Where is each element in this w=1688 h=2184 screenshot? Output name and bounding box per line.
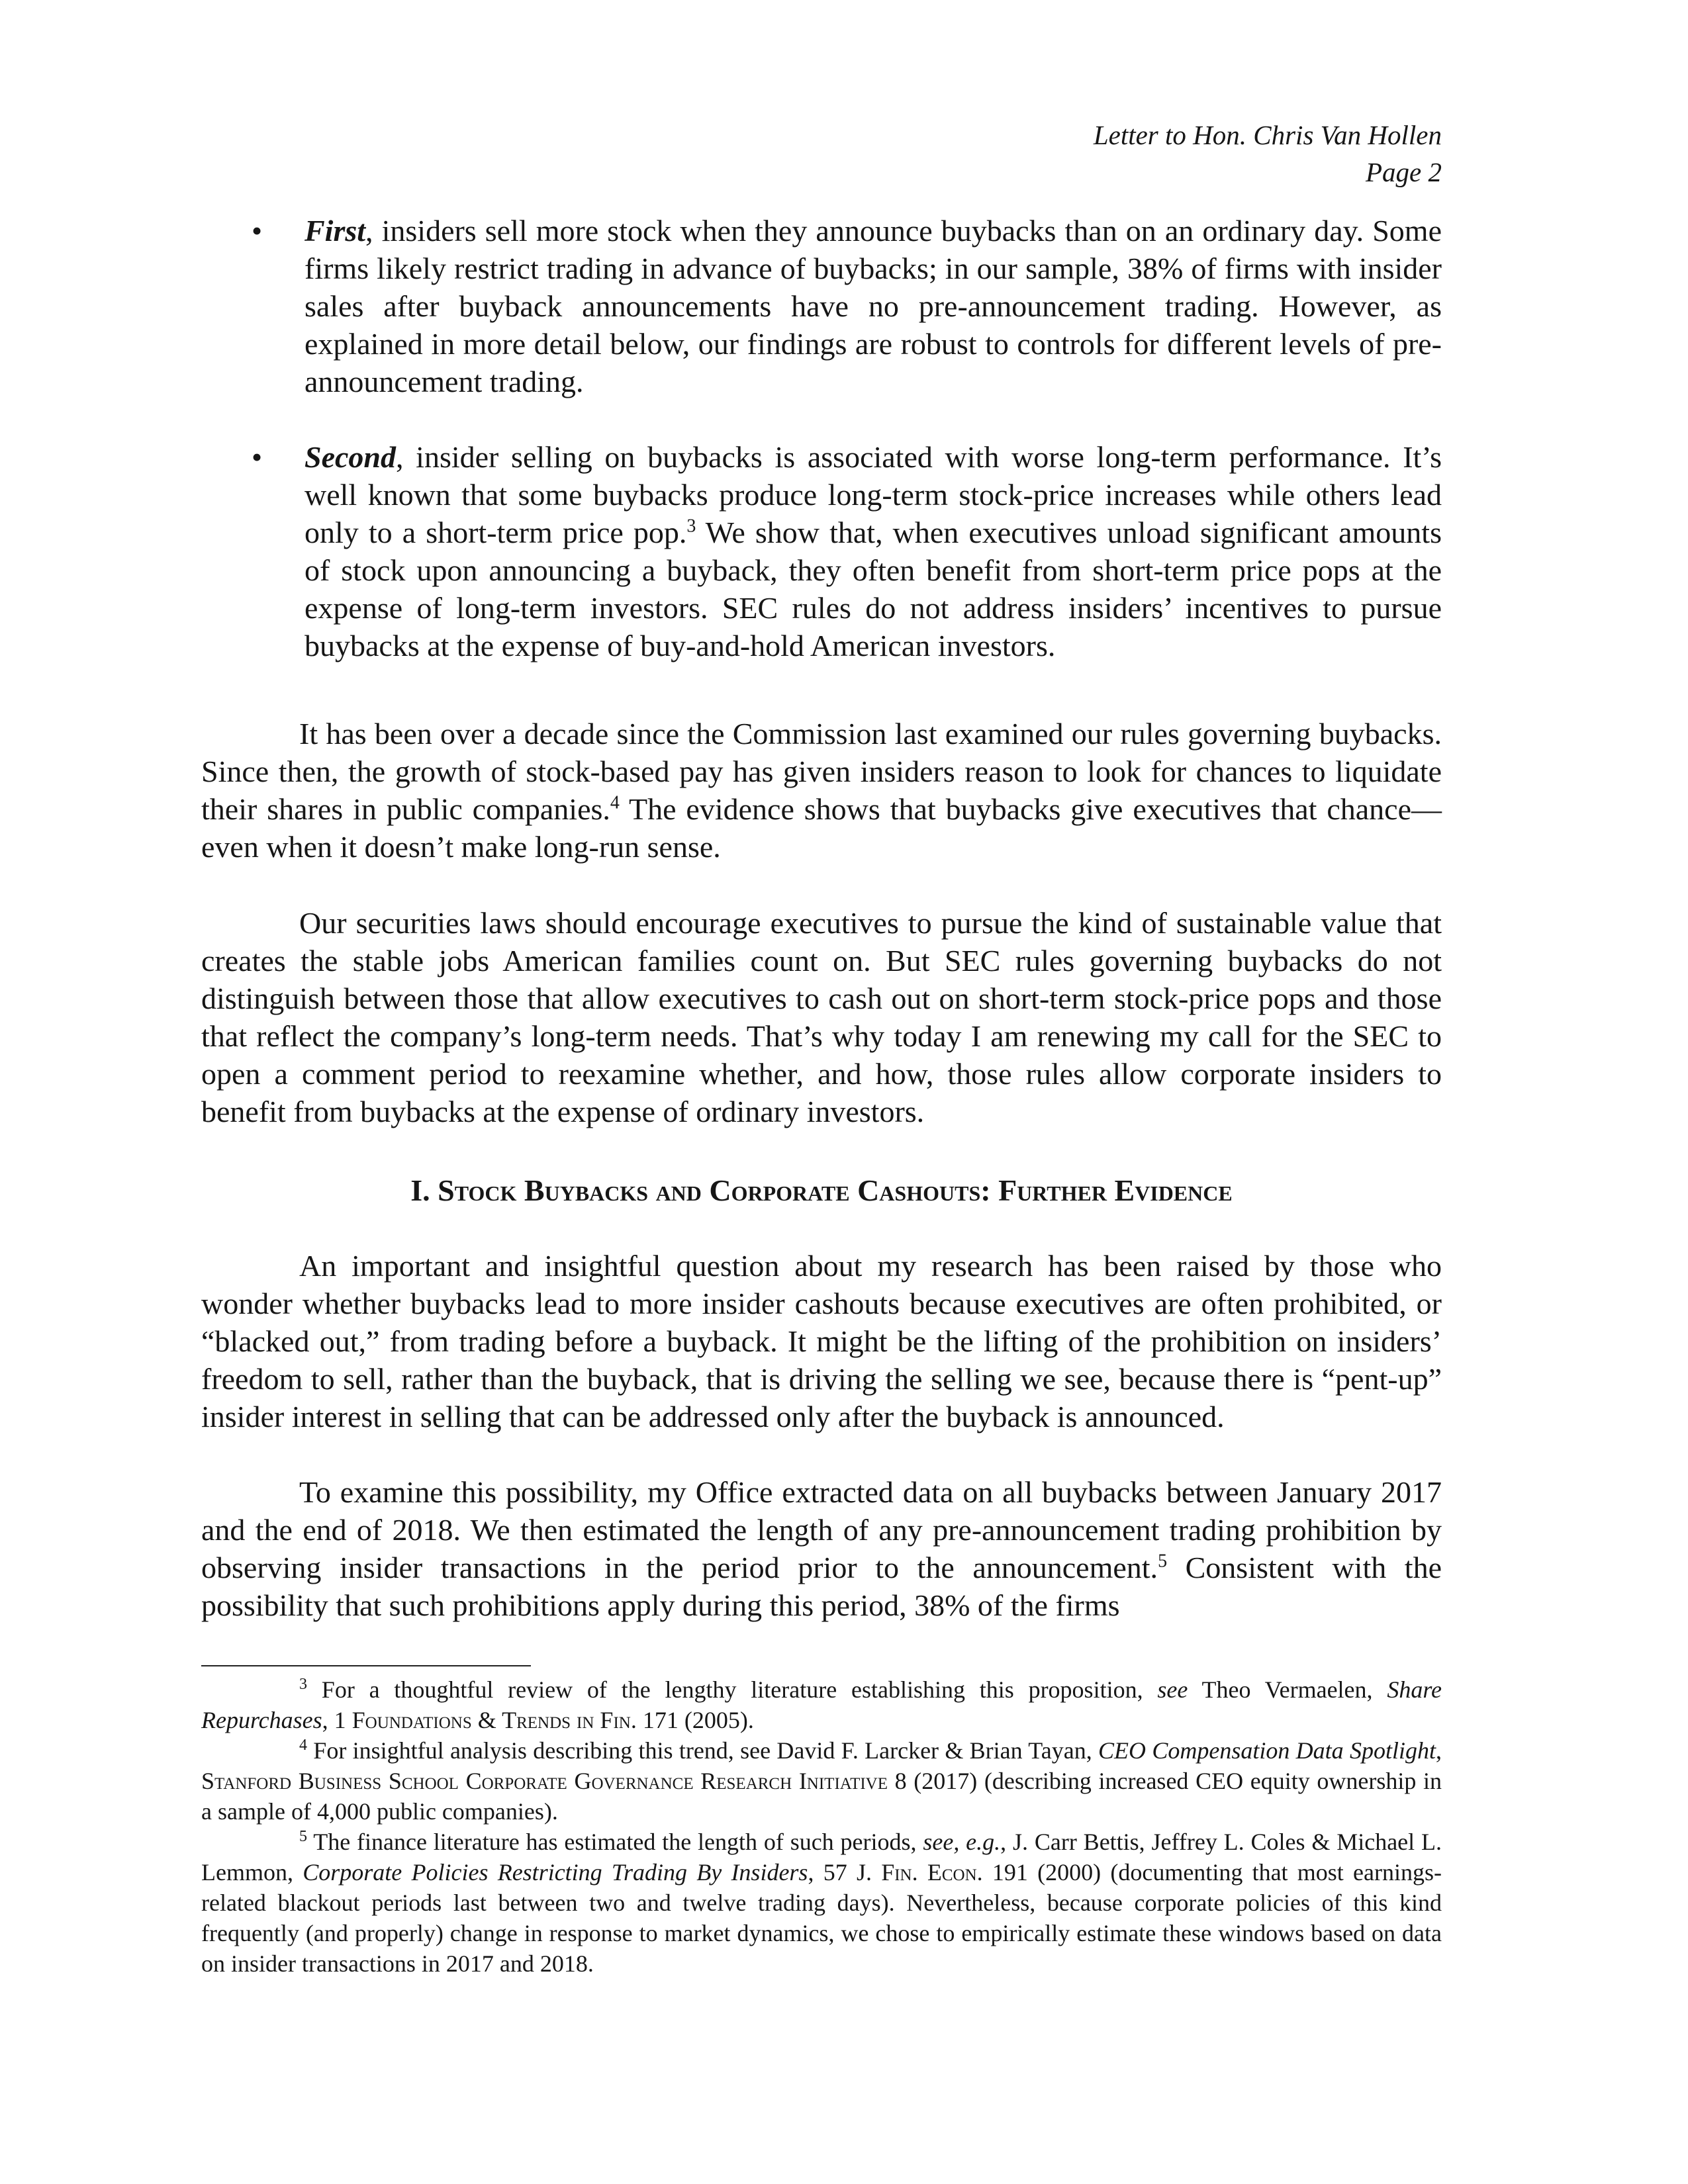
footnote-number: 4: [299, 1737, 307, 1754]
bullet-text: , insider selling on buybacks is associated with worse long-term performance. It’s well known that some buybacks produce long-term stock-price increases while others lead only to a short-term price pop.: [305, 440, 1442, 549]
paragraph-text: To examine this possibility, my Office extracted data on all buybacks between January 2017 and the end of 2018. We then estimated the length of any pre-announcement trading prohibition by observing insider transactions in the period prior to the announcement.: [201, 1475, 1442, 1584]
bullet-item-second: [201, 438, 1442, 664]
bullet-dot-icon: •: [252, 440, 263, 474]
paragraph-text-cont: Consistent with the possibility that such prohibitions apply during this period, 38% of the firms: [201, 1551, 1442, 1622]
paragraph-text: It has been over a decade since the Commission last examined our rules governing buybacks. Since then, the growth of stock-based pay has given insiders reason to look for chances to liquidate their shares in public companies.: [201, 717, 1442, 826]
footnote-signal: see: [1157, 1676, 1188, 1703]
footnote-text: , 57: [808, 1859, 857, 1886]
paragraph-research-question: [201, 1247, 1442, 1435]
footnote-number: 3: [299, 1676, 307, 1693]
bullet-lead: Second: [305, 440, 396, 474]
page-header: [1094, 116, 1442, 191]
footnote-text: , J. Carr Bettis, Jeffrey L. Coles & Michael L. Lemmon,: [201, 1829, 1442, 1886]
footnote-ref-4[interactable]: 4: [610, 792, 620, 813]
footnotes: [201, 1674, 1442, 1979]
footnote-text: , 1: [322, 1707, 352, 1733]
footnote-number: 5: [299, 1828, 307, 1845]
footnote-ref-5[interactable]: 5: [1158, 1551, 1168, 1572]
section-heading: I. Stock Buybacks and Corporate Cashouts: Further Evidence: [410, 1173, 1233, 1207]
footnote-5: [201, 1827, 1442, 1979]
footnote-4: [201, 1735, 1442, 1827]
paragraph-text: Our securities laws should encourage executives to pursue the kind of sustainable value that creates the stable jobs American families count on. But SEC rules governing buybacks do not distinguish between those that allow executives to cash out on short-term stock-price pops and those that reflect the company’s long-term needs. That’s why today I am renewing my call for the SEC to open a comment period to reexamine whether, and how, those rules allow corporate insiders to benefit from buybacks at the expense of ordinary investors.: [201, 906, 1442, 1128]
bullet-item-first: [201, 212, 1442, 400]
footnote-text: 171 (2005).: [636, 1707, 754, 1733]
bullet-lead: First: [305, 214, 366, 248]
footnote-text: For insightful analysis describing this trend, see David F. Larcker & Brian Tayan,: [307, 1737, 1099, 1764]
header-recipient: Letter to Hon. Chris Van Hollen: [1093, 120, 1442, 150]
footnote-divider: [201, 1665, 531, 1666]
paragraph-text: An important and insightful question about my research has been raised by those who wonder whether buybacks lead to more insider cashouts because executives are often prohibited, or “blacked out,” from trading before a buyback. It might be the lifting of the prohibition on insiders’ freedom to sell, rather than the buyback, that is driving the selling we see, because there is “pent-up” insider interest in selling that can be addressed only after the buyback is announced.: [201, 1249, 1442, 1433]
footnote-text: For a thoughtful review of the lengthy literature establishing this proposition,: [307, 1676, 1158, 1703]
paragraph-text-cont: The evidence shows that buybacks give executives that chance—even when it doesn’t make long-run sense.: [201, 792, 1442, 864]
footnote-text: The finance literature has estimated the length of such periods,: [307, 1829, 923, 1855]
footnote-journal: Foundations & Trends in Fin.: [352, 1707, 637, 1733]
header-page-number: Page 2: [1366, 157, 1442, 187]
footnote-text: ,: [1436, 1737, 1442, 1764]
footnote-text: Theo Vermaelen,: [1188, 1676, 1387, 1703]
bullet-text: , insiders sell more stock when they announce buybacks than on an ordinary day. Some firms likely restrict trading in advance of buybacks; in our sample, 38% of firms with insider sales after buyback announcements have no pre-announcement trading. However, as explained in more detail below, our findings are robust to controls for different levels of pre-announcement trading.: [305, 214, 1442, 398]
footnote-title: Share Repurchases: [201, 1676, 1442, 1733]
footnote-title: Corporate Policies Restricting Trading By Insiders: [303, 1859, 808, 1886]
paragraph-buyback-history: [201, 715, 1442, 866]
footnote-journal: Stanford Business School Corporate Governance Research Initiative: [201, 1768, 888, 1794]
footnote-text: 191 (2000) (documenting that most earnings-related blackout periods last between two and twelve trading days). Nevertheless, because corporate policies of this kind frequently (and properly) change in response to market dynamics, we chose to empirically estimate these windows based on data on insider transactions in 2017 and 2018.: [201, 1859, 1442, 1977]
footnote-ref-3[interactable]: 3: [686, 516, 696, 537]
bullet-list: [201, 212, 1442, 702]
footnote-title: CEO Compensation Data Spotlight: [1098, 1737, 1436, 1764]
footnote-signal: see, e.g.: [923, 1829, 1001, 1855]
footnote-3: [201, 1674, 1442, 1735]
footnote-text: 8 (2017) (describing increased CEO equity ownership in a sample of 4,000 public companies).: [201, 1768, 1442, 1825]
paragraph-securities-laws: [201, 904, 1442, 1130]
bullet-text-cont: We show that, when executives unload significant amounts of stock upon announcing a buyback, they often benefit from short-term price pops at the expense of long-term investors. SEC rules do not address insiders’ incentives to pursue buybacks at the expense of buy-and-hold American investors.: [305, 516, 1442, 662]
paragraph-examination: [201, 1473, 1442, 1624]
bullet-dot-icon: •: [252, 214, 263, 248]
footnote-journal: J. Fin. Econ.: [856, 1859, 983, 1886]
